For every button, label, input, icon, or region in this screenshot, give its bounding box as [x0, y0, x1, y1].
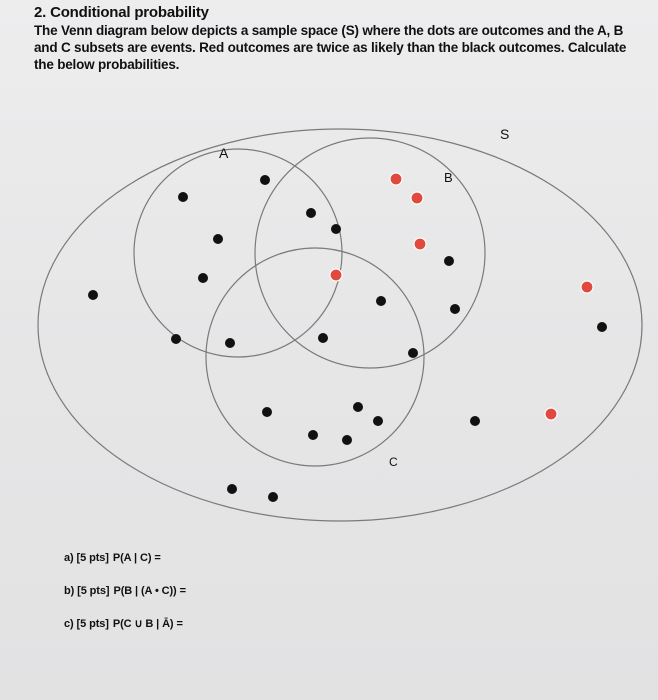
circle-a: [134, 149, 342, 357]
question-c-expression: P(C ∪ B | Ā) =: [112, 618, 183, 630]
outcome-dot: [331, 224, 341, 234]
outcome-dot-red: [330, 269, 342, 281]
question-c: [64, 617, 183, 630]
outcome-dot: [171, 334, 181, 344]
outcome-dot: [198, 273, 208, 283]
black-outcomes: [88, 175, 607, 502]
outcome-dot-red: [414, 238, 426, 250]
outcome-dot: [597, 322, 607, 332]
question-a-expression: P(A | C) =: [112, 552, 161, 564]
outcome-dot-red: [390, 173, 402, 185]
question-intro: The Venn diagram below depicts a sample space (S) where the dots are outcomes and the A, B and C subsets are events. Red outcomes are twice as likely than the black outcomes. Calculate the below probabilities.: [34, 23, 627, 72]
outcome-dot: [227, 484, 237, 494]
outcome-dot: [213, 234, 223, 244]
question-a: [64, 552, 161, 564]
outcome-dot: [318, 333, 328, 343]
question-b-expression: P(B | (A • C)) =: [113, 585, 186, 597]
outcome-dot: [373, 416, 383, 426]
outcome-dot: [88, 290, 98, 300]
outcome-dot: [444, 256, 454, 266]
outcome-dot: [260, 175, 270, 185]
label-s: S: [500, 126, 510, 142]
outcome-dot: [470, 416, 480, 426]
outcome-dot-red: [545, 408, 557, 420]
outcome-dot: [450, 304, 460, 314]
outcome-dot: [408, 348, 418, 358]
outcome-dot: [308, 430, 318, 440]
question-b-prefix: b) [5 pts]: [64, 585, 110, 597]
outcome-dot: [178, 192, 188, 202]
outcome-dot-red: [411, 192, 423, 204]
question-a-prefix: a) [5 pts]: [64, 552, 109, 564]
outcome-dot: [376, 296, 386, 306]
red-outcomes: [330, 173, 593, 420]
label-b: B: [444, 170, 453, 185]
question-title: 2. Conditional probability: [34, 4, 209, 21]
question-b: [64, 585, 186, 597]
outcome-dot-red: [581, 281, 593, 293]
label-a: A: [219, 145, 229, 161]
outcome-dot: [268, 492, 278, 502]
outcome-dot: [262, 407, 272, 417]
sample-space-ellipse: [38, 129, 642, 521]
question-c-prefix: c) [5 pts]: [64, 618, 109, 630]
outcome-dot: [353, 402, 363, 412]
outcome-dot: [342, 435, 352, 445]
outcome-dot: [225, 338, 235, 348]
label-c: C: [389, 455, 398, 469]
outcome-dot: [306, 208, 316, 218]
